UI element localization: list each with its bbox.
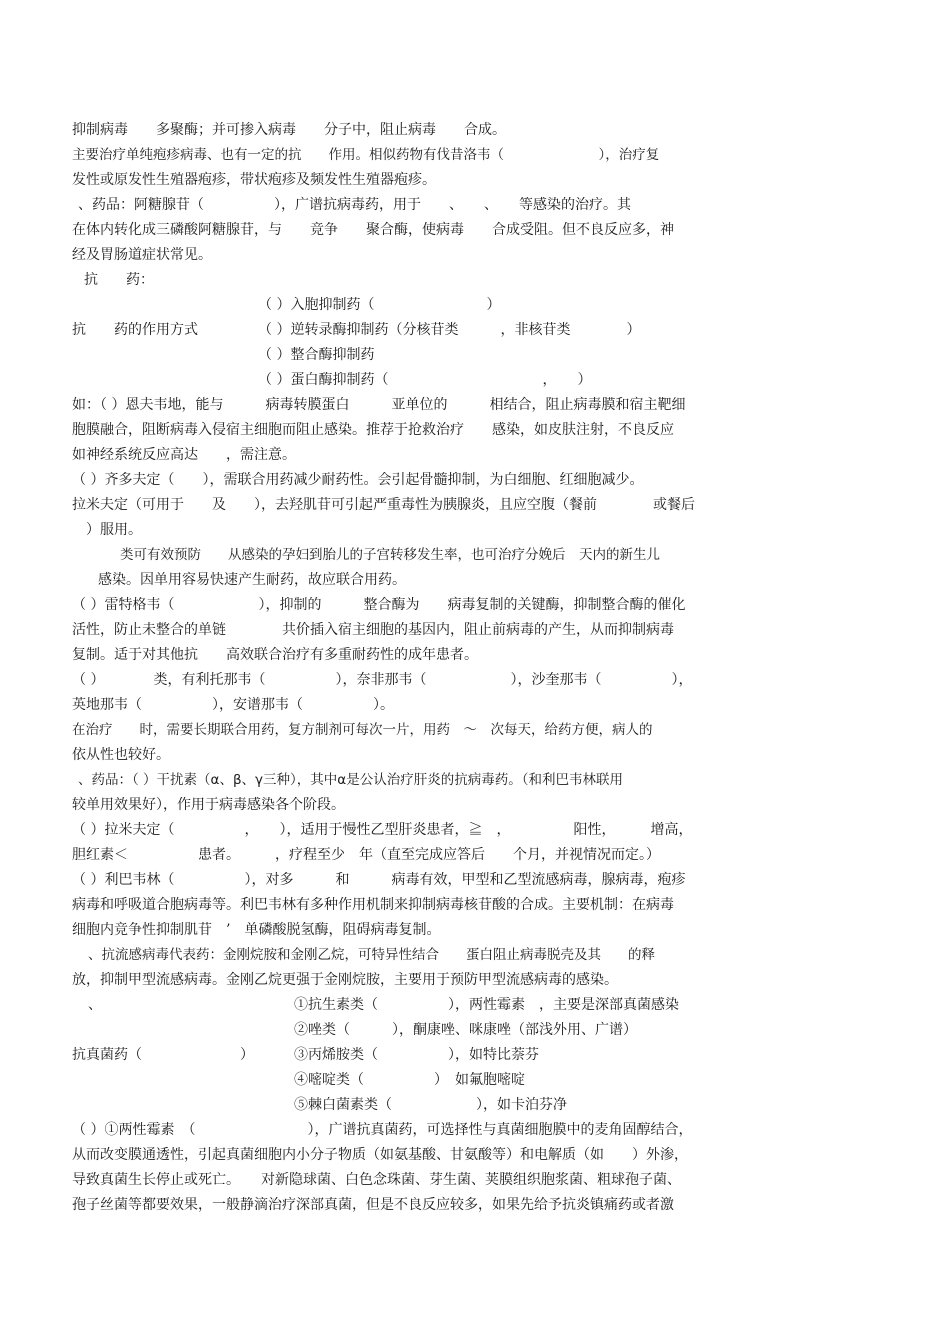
text-line: （ ）齐多夫定（ ），需联合用药减少耐药性。会引起骨髓抑制，为白细胞、红细胞减少。 — [72, 472, 644, 488]
text-line: 放，抑制甲型流感病毒。金刚乙烷更强于金刚烷胺，主要用于预防甲型流感病毒的感染。 — [72, 972, 618, 988]
text-line: 胞膜融合，阻断病毒入侵宿主细胞而阻止感染。推荐于抢救治疗 感染，如皮肤注射，不良反应 — [72, 422, 674, 438]
text-line: 从而改变膜通透性，引起真菌细胞内小分子物质（如氨基酸、甘氨酸等）和电解质（如 ）外渗， — [72, 1147, 688, 1163]
text-line: 如：（ ）恩夫韦地，能与 病毒转膜蛋白 亚单位的 相结合，阻止病毒膜和宿主靶细 — [72, 397, 686, 413]
text-line: （ ） 类，有利托那韦（ ），奈非那韦（ ），沙奎那韦（ ）， — [72, 672, 693, 688]
text-line: （ ）整合酶抑制药 — [258, 347, 375, 363]
text-line: 在体内转化成三磷酸阿糖腺苷，与 竞争 聚合酶，使病毒 合成受阻。但不良反应多，神 — [72, 222, 674, 238]
text-line: 感染。因单用容易快速产生耐药，故应联合用药。 — [98, 572, 406, 588]
text-line: 发性或原发性生殖器疱疹，带状疱疹及频发性生殖器疱疹。 — [72, 172, 436, 188]
text-line: ）服用。 — [86, 522, 142, 538]
text-line: ②唑类（ ），酮康唑、咪康唑（部浅外用、广谱） — [294, 1022, 637, 1038]
text-line: 如神经系统反应高达 ，需注意。 — [72, 447, 296, 463]
text-line: 类可有效预防 从感染的孕妇到胎儿的子宫转移发生率，也可治疗分娩后 天内的新生儿 — [120, 547, 660, 563]
text-line: ①抗生素类（ ），两性霉素 ，主要是深部真菌感染 — [294, 997, 679, 1013]
text-line: 英地那韦（ ），安谱那韦（ ）。 — [72, 697, 394, 713]
text-line: 复制。适于对其他抗 高效联合治疗有多重耐药性的成年患者。 — [72, 647, 478, 663]
text-line: 孢子丝菌等都要效果，一般静滴治疗深部真菌，但是不良反应较多，如果先给予抗炎镇痛药或者激 — [72, 1197, 674, 1213]
text-line: （ ）逆转录酶抑制药（分核苷类 ，非核苷类 ） — [258, 322, 641, 338]
text-line: 依从性也较好。 — [72, 747, 170, 763]
text-line: 活性，防止未整合的单链 共价插入宿主细胞的基因内，阻止前病毒的产生，从而抑制病毒 — [72, 622, 674, 638]
text-line: （ ）拉米夫定（ ， ），适用于慢性乙型肝炎患者，≧ ， 阳性， 增高， — [72, 822, 693, 838]
text-line: （ ）蛋白酶抑制药（ ， ） — [258, 372, 592, 388]
text-line: ⑤棘白菌素类（ ），如卡泊芬净 — [294, 1097, 567, 1113]
text-line: （ ）雷特格韦（ ），抑制的 整合酶为 病毒复制的关键酶，抑制整合酶的催化 — [72, 597, 686, 613]
text-line: 导致真菌生长停止或死亡。 对新隐球菌、白色念珠菌、芽生菌、荚膜组织胞浆菌、粗球孢子菌、 — [72, 1172, 681, 1188]
text-line: 较单用效果好），作用于病毒感染各个阶段。 — [72, 797, 345, 813]
text-line: 、药品：（ ）干扰素（α、β、γ三种），其中α是公认治疗肝炎的抗病毒药。（和利巴韦林联用 — [78, 772, 623, 788]
text-line: 、抗流感病毒代表药：金刚烷胺和金刚乙烷，可特异性结合 蛋白阻止病毒脱壳及其 的释 — [88, 947, 655, 963]
text-line: 抗 药： — [84, 272, 154, 288]
text-line: 细胞内竞争性抑制肌苷 ’ 单磷酸脱氢酶，阻碍病毒复制。 — [72, 922, 441, 938]
text-line: 抑制病毒 多聚酶；并可掺入病毒 分子中，阻止病毒 合成。 — [72, 122, 506, 138]
text-line: ④嘧啶类（ ） 如氟胞嘧啶 — [294, 1072, 525, 1088]
text-line: 经及胃肠道症状常见。 — [72, 247, 212, 263]
text-line: 抗真菌药（ ） — [72, 1047, 254, 1063]
text-line: 病毒和呼吸道合胞病毒等。利巴韦林有多种作用机制来抑制病毒核苷酸的合成。主要机制：在病毒 — [72, 897, 674, 913]
text-line: （ ）①两性霉素 （ ），广谱抗真菌药，可选择性与真菌细胞膜中的麦角固醇结合， — [72, 1122, 693, 1138]
text-line: 在治疗 时，需要长期联合用药，复方制剂可每次一片，用药 ～ 次每天，给药方便，病人的 — [72, 722, 653, 738]
text-line: 胆红素＜ 患者。 ，疗程至少 年（直至完成应答后 个月，并视情况而定。） — [72, 847, 660, 863]
text-line: 拉米夫定（可用于 及 ），去羟肌苷可引起严重毒性为胰腺炎，且应空腹（餐前 或餐后 — [72, 497, 695, 513]
text-line: （ ）利巴韦林（ ），对多 和 病毒有效，甲型和乙型流感病毒，腺病毒，疱疹 — [72, 872, 686, 888]
text-line: 主要治疗单纯疱疹病毒、也有一定的抗 作用。相似药物有伐昔洛韦（ ），治疗复 — [72, 147, 660, 163]
text-line: ③丙烯胺类（ ），如特比萘芬 — [294, 1047, 539, 1063]
text-line: 、药品：阿糖腺苷（ ），广谱抗病毒药，用于 、 、 等感染的治疗。其 — [78, 197, 631, 213]
text-line: 抗 药的作用方式 — [72, 322, 198, 338]
text-line: （ ）入胞抑制药（ ） — [258, 297, 501, 313]
text-line: 、 — [88, 997, 102, 1013]
